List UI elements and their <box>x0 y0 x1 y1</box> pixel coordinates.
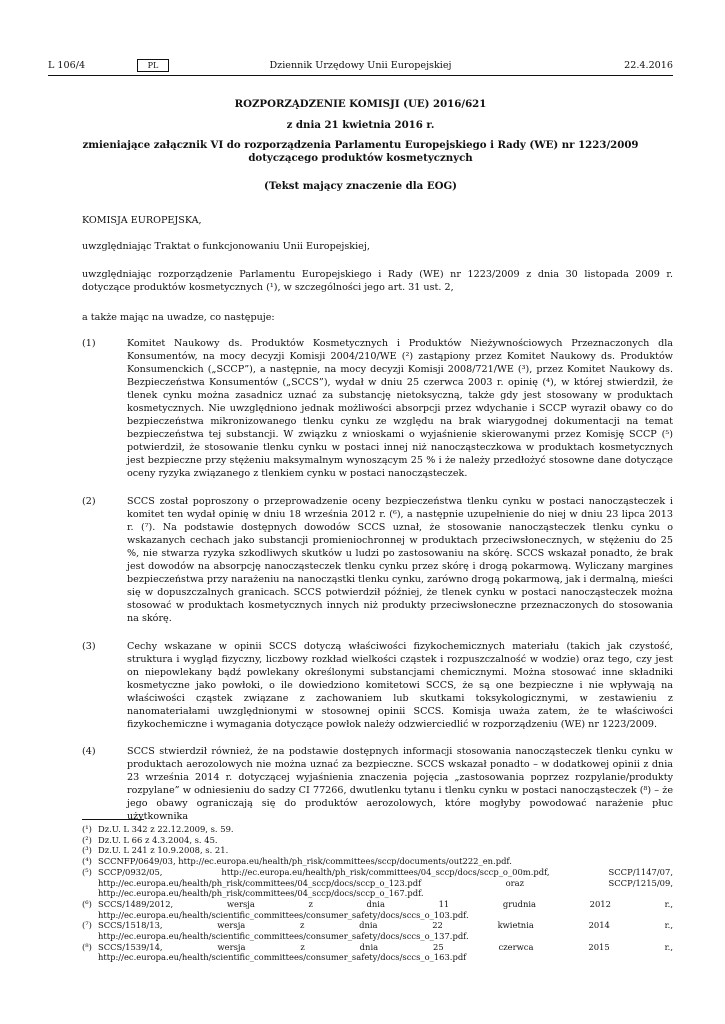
footnote-text: SCCS/1539/14, wersja z dnia 25 czerwca 2015 r., http://ec.europa.eu/health/scientific_committees/consumer_safety/docs/sccs_o_163.pdf <box>98 941 673 963</box>
regulation-title: ROZPORZĄDZENIE KOMISJI (UE) 2016/621 <box>234 98 487 110</box>
publication-date: 22.4.2016 <box>624 60 673 71</box>
footnote-number: (⁵) <box>82 866 92 877</box>
footnote-text: SCCNFP/0649/03, http://ec.europa.eu/health/ph_risk/committees/sccp/documents/out222_en.pdf. <box>98 856 512 867</box>
footnote <box>82 845 673 856</box>
footnotes <box>82 824 673 963</box>
language-box: PL <box>137 59 169 72</box>
footnote-text: SCCP/0932/05, http://ec.europa.eu/health/ph_risk/committees/04_sccp/docs/sccp_o_00m.pdf, SCCP/1147/07, http://ec.europa.eu/health/ph_risk/committees/04_sccp/docs/sccp_o_123.pdf oraz SCCP/1215/09, http://ec.europa.eu/health/ph_risk/committees/04_sccp/docs/sccp_o_167.pdf. <box>98 866 673 899</box>
footnote <box>82 867 673 899</box>
preamble-treaty: uwzględniając Traktat o funkcjonowaniu Unii Europejskiej, <box>82 241 370 252</box>
recital-number: (3) <box>82 641 96 652</box>
regulation-subject: zmieniające załącznik VI do rozporządzenia Parlamentu Europejskiego i Rady (WE) nr 1223/2009 dotyczącego produktów kosmetycznych <box>82 139 639 164</box>
footnote-text: SCCS/1518/13, wersja z dnia 22 kwietnia 2014 r., http://ec.europa.eu/health/scientific_committees/consumer_safety/docs/sccs_o_137.pdf. <box>98 920 673 942</box>
eea-relevance: (Tekst mający znaczenie dla EOG) <box>264 180 457 192</box>
footnote <box>82 824 673 835</box>
recital-number: (4) <box>82 746 96 757</box>
footnote-text: Dz.U. L 66 z 4.3.2004, s. 45. <box>98 834 218 845</box>
journal-title: Dziennik Urzędowy Unii Europejskiej <box>269 60 452 71</box>
recital-text: Komitet Naukowy ds. Produktów Kosmetycznych i Produktów Nieżywnościowych Przeznaczonych dla Konsumentów, na mocy decyzji Komisji 2004/210/WE (²) zastąpiony przez Komitet Naukowy ds. Produktów Konsumenckich („SCCP”), a następnie, na mocy decyzji Komisji 2008/721/WE (³), przez Komitet Naukowy ds. Bezpieczeństwa Konsumentów („SCCS”), wydał w dniu 25 czerwca 2003 r. opinię (⁴), w której stwierdził, że tlenek cynku można zasadnicz uznać za substancję nietoksyczną, także gdy jest stosowany w produktach kosmetycznych. Nie uwzględniono jednak możliwości absorpcji przez wdychanie i SCCP wyraził obawy co do bezpieczeństwa mikronizowanego tlenku cynku ze względu na brak wiarygodnej dokumentacji na temat bezpieczeństwa tej substancji. W związku z wnioskami o wyjaśnienie skierowanymi przez Komisję SCCP (⁵) potwierdził, że stosowanie tlenku cynku w postaci innej niż nanocząsteczkowa w produktach kosmetycznych jest bezpieczne przy stężeniu maksymalnym wynoszącym 25 % i że należy przedłożyć stosowne dane dotyczące oceny ryzyka związanego z tlenkiem cynku w postaci nanocząsteczek. <box>127 338 673 479</box>
preamble-regulation: uwzględniając rozporządzenie Parlamentu Europejskiego i Rady (WE) nr 1223/2009 z dnia 30 listopada 2009 r. dotyczące produktów kosmetycznych (¹), w szczególności jego art. 31 ust. 2, <box>82 269 673 293</box>
footnote-text: Dz.U. L 241 z 10.9.2008, s. 21. <box>98 845 229 856</box>
recital-number: (1) <box>82 338 96 349</box>
recital-text: SCCS został poproszony o przeprowadzenie oceny bezpieczeństwa tlenku cynku w postaci nanocząsteczek i komitet ten wydał opinię w dniu 18 września 2012 r. (⁶), a następnie uzupełnienie do niej w dniu 23 lipca 2013 r. (⁷). Na podstawie dostępnych dowodów SCCS uznał, że stosowanie nanocząsteczek tlenku cynku o wskazanych cechach jako substancji promieniochronnej w produktach przeciwsłonecznych, w stężeniu do 25 %, nie stwarza ryzyka szkodliwych skutków u ludzi po zastosowaniu na skórę. SCCS wskazał ponadto, że brak jest dowodów na absorpcję nanocząsteczek tlenku cynku przez skórę i drogą pokarmową. Wyliczany margines bezpieczeństwa przy narażeniu na nanocząstki tlenku cynku, zarówno drogą pokarmową, jak i dermalną, mieści się w dopuszczalnych granicach. SCCS potwierdził później, że tlenek cynku w postaci nanocząsteczek można stosować w produktach kosmetycznych innych niż produkty przeciwsłoneczne przeznaczonych do stosowania na skórę. <box>127 496 673 624</box>
footnote-number: (⁷) <box>82 920 92 931</box>
recital <box>82 495 673 625</box>
journal-reference: L 106/4 <box>48 60 86 71</box>
recital <box>82 640 673 731</box>
footnote-number: (⁶) <box>82 898 92 909</box>
recital <box>82 745 673 823</box>
recital-text: SCCS stwierdził również, że na podstawie dostępnych informacji stosowania nanocząsteczek tlenku cynku w produktach aerozolowych nie można uznać za bezpieczne. SCCS wskazał ponadto – w dodatkowej opinii z dnia 23 września 2014 r. dotyczącej wyjaśnienia znaczenia pojęcia „zastosowania poprzez rozpylanie/produkty rozpylane” w odniesieniu do sadzy CI 77266, dwutlenku tytanu i tlenku cynku w postaci nanocząsteczek (⁸) – że jego obawy ograniczają się do produktów aerozolowych, które mogłyby powodować narażenie płuc użytkownika <box>127 746 673 822</box>
footnote <box>82 856 673 867</box>
footnote <box>82 920 673 941</box>
recital <box>82 337 673 480</box>
preamble-commission: KOMISJA EUROPEJSKA, <box>82 215 202 226</box>
footnote-number: (²) <box>82 834 92 845</box>
footnote <box>82 899 673 920</box>
running-header <box>48 60 673 76</box>
footnote <box>82 835 673 846</box>
footnote-divider <box>82 819 144 820</box>
recital-number: (2) <box>82 496 96 507</box>
footnote <box>82 942 673 963</box>
footnote-number: (⁴) <box>82 856 92 867</box>
recital-text: Cechy wskazane w opinii SCCS dotyczą właściwości fizykochemicznych materiału (takich jak czystość, struktura i wygląd fizyczny, liczbowy rozkład wielkości cząstek i rozpuszczalność w wodzie) oraz tego, czy jest on niepowlekany bądź powlekany określonymi substancjami chemicznymi. Można stosować inne składniki kosmetyczne jako powłoki, o ile dowiedziono komitetowi SCCS, że są one bezpieczne i nie wpływają na właściwości cząstek związane z zachowaniem lub skutkami toksykologicznymi, w zestawieniu z nanomateriałami uwzględnionymi w stosownej opinii SCCS. Komisja uważa zatem, że te właściwości fizykochemiczne i wymagania dotyczące powłok należy odzwierciedlić w rozporządzeniu (WE) nr 1223/2009. <box>127 641 673 730</box>
regulation-date: z dnia 21 kwietnia 2016 r. <box>286 119 435 131</box>
preamble-whereas: a także mając na uwadze, co następuje: <box>82 312 275 323</box>
footnote-number: (⁸) <box>82 941 92 952</box>
header-divider <box>48 75 673 76</box>
footnote-text: SCCS/1489/2012, wersja z dnia 11 grudnia 2012 r., http://ec.europa.eu/health/scientific_committees/consumer_safety/docs/sccs_o_103.pdf. <box>98 898 673 920</box>
footnote-number: (³) <box>82 845 92 856</box>
footnote-text: Dz.U. L 342 z 22.12.2009, s. 59. <box>98 824 234 834</box>
footnote-number: (¹) <box>82 824 92 834</box>
